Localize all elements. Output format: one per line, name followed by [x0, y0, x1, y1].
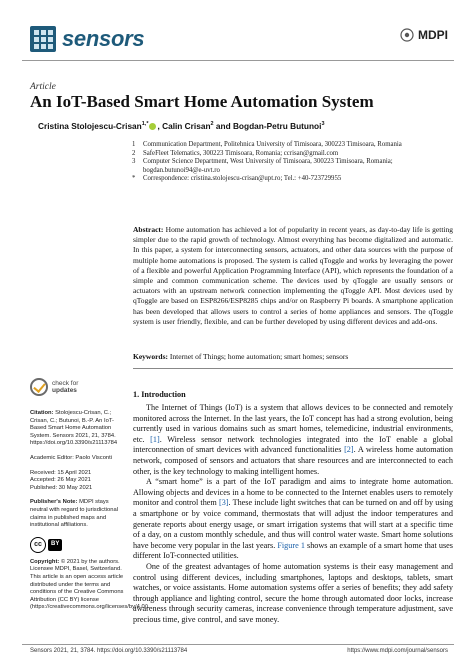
dates	[30, 470, 124, 493]
cc-icon: cc	[30, 537, 46, 553]
journal-header	[22, 22, 454, 62]
paragraph: One of the greatest advantages of home automation systems is their easy management and control using different devices, including smartphones, laptops and desktops, tablets, smart watches, or voice assistants. Home automation systems offer a series of benefits; they add safety through appliance and lighting control, secure the home through automated door locks, increase awareness through security cameras, increase convenience through temperature adjustment, save precious time, give control, and save money.	[133, 561, 453, 624]
academic-editor: Academic Editor: Paolo Visconti	[30, 454, 113, 461]
author-2: , Calin Crisan	[157, 121, 211, 131]
author-3-affil: 3	[321, 121, 325, 128]
author-3: and Bogdan-Petru Butunoi	[213, 121, 322, 131]
keywords-text: Internet of Things; home automation; smart homes; sensors	[168, 352, 349, 361]
citation-link[interactable]: [1]	[150, 434, 160, 444]
footer-citation: Sensors 2021, 21, 3784. https://doi.org/10.3390/s21113784	[30, 648, 188, 654]
author-2-affil: 2	[210, 121, 214, 128]
citation-link[interactable]: [3]	[218, 498, 229, 508]
received-date: Received: 15 April 2021	[30, 469, 92, 476]
keywords-divider	[133, 368, 453, 369]
correspondence: * Correspondence: cristina.stolojescu-crisan@upt.ro; Tel.: +40-723729955	[132, 175, 342, 183]
article-type: Article	[30, 82, 56, 92]
introduction-body	[133, 403, 453, 625]
copyright: Copyright: © 2021 by the authors. Licensee MDPI, Basel, Switzerland. This article is an open access article distributed under the terms and conditions of the Creative Commons Attribution (CC BY) license (https://creativecommons.org/licenses/by/4.0/).	[30, 558, 150, 611]
sidebar	[30, 410, 150, 619]
affiliation-item: 2 SafeFleet Telematics, 300223 Timisoara, Romania; ccrisan@gmail.com	[132, 149, 339, 157]
author-1-affil: 1,*	[141, 121, 149, 128]
publisher-name: MDPI	[418, 28, 448, 42]
cc-by-icon: BY	[48, 539, 62, 551]
check-updates-icon	[30, 378, 48, 396]
abstract-label: Abstract:	[133, 225, 164, 234]
citation: Citation: Stolojescu-Crisan, C.; Crisan, C.; Butunoi, B.-P. An IoT-Based Smart Home Automation System. Sensors 2021, 21, 3784. https://doi.org/10.3390/s21113784	[30, 410, 118, 447]
figure-link[interactable]: Figure 1	[277, 540, 305, 550]
keywords-label: Keywords:	[133, 352, 168, 361]
mdpi-icon	[400, 28, 414, 42]
abstract	[133, 225, 453, 327]
footer-divider	[22, 644, 454, 645]
paragraph: A “smart home” is a part of the IoT paradigm and aims to integrate home automation. Allowing objects and devices in a home to be connected to the Internet enables users to remotely monitor and control them [3]. These include light switches that can be turned on and off by using a smartphone or by voice command, thermostats that will adjust the indoor temperatures and generate reports about energy usage, or smart irrigation systems that will start at a specific time of a day, on a custom monthly schedule, and thus will control water waste. Smart home solutions have become very popular in the last years. Figure 1 shows an example of a smart home that uses different IoT-connected utilities.	[133, 477, 453, 561]
cc-license-badge[interactable]	[30, 537, 124, 553]
affiliation-item: 1 Communication Department, Politehnica University of Timisoara, 300223 Timisoara, Romania	[132, 141, 402, 148]
accepted-date: Accepted: 26 May 2021	[30, 477, 91, 484]
citation-link[interactable]: [2]	[344, 445, 354, 455]
published-date: Published: 30 May 2021	[30, 484, 93, 491]
publisher-note: Publisher's Note: MDPI stays neutral with regard to jurisdictional claims in published maps and institutional affiliations.	[30, 499, 118, 529]
orcid-icon[interactable]	[149, 123, 156, 130]
journal-name: sensors	[62, 26, 145, 51]
keywords	[133, 352, 453, 361]
author-1: Cristina Stolojescu-Crisan	[38, 121, 142, 131]
check-for-updates[interactable]: check for updates	[30, 378, 78, 396]
footer-journal-url[interactable]: https://www.mdpi.com/journal/sensors	[347, 648, 448, 654]
header-divider	[22, 60, 454, 61]
section-heading: 1. Introduction	[133, 390, 186, 399]
publisher-logo	[400, 28, 448, 42]
abstract-text: Home automation has achieved a lot of popularity in recent years, as day-to-day life is getting simpler due to the rapid growth of technology. Almost everything has become digitalized and automatic. In this paper, a system for interconnecting sensors, actuators, and other data sources with the purpose of multiple home automations is proposed. The system is called qToggle and works by leveraging the power of a flexible and powerful Application Programming Interface (API), which represents the foundation of a simple and common communication scheme. The devices used by qToggle are usually sensors or actuators with an upstream network connection implementing the qToggle API. Most devices used by qToggle are based on ESP8266/ESP8285 chips and/or on Raspberry Pi boards. A smartphone application has been developed that allows users to control a series of home appliances and sensors. The qToggle system is user friendly, flexible, and can be further developed by using different devices and add-ons.	[133, 225, 453, 326]
journal-logo-icon	[30, 26, 56, 52]
affiliation-item: bogdan.butunoi94@e-uvt.ro	[143, 166, 220, 174]
paper-title: An IoT-Based Smart Home Automation System	[30, 92, 374, 111]
paragraph: The Internet of Things (IoT) is a system that allows devices to be connected and remotely monitored across the Internet. In the last years, the IoT concept has had a strong evolution, being currently used in various domains such as smart homes, telemedicine, industrial environments, etc. [1]. Wireless sensor network technologies integrated into the IoT enable a global interconnection of smart devices with advanced functionalities [2]. A wireless home automation network, composed of sensors and actuators that share resources and are interconnected to each other, is the key technology to making intelligent homes.	[133, 403, 453, 476]
journal-logo	[30, 26, 144, 52]
affiliations	[132, 141, 452, 184]
affiliation-item: 3 Computer Science Department, West University of Timisoara, 300223 Timisoara, Romania;	[132, 158, 393, 166]
author-list	[38, 121, 325, 131]
